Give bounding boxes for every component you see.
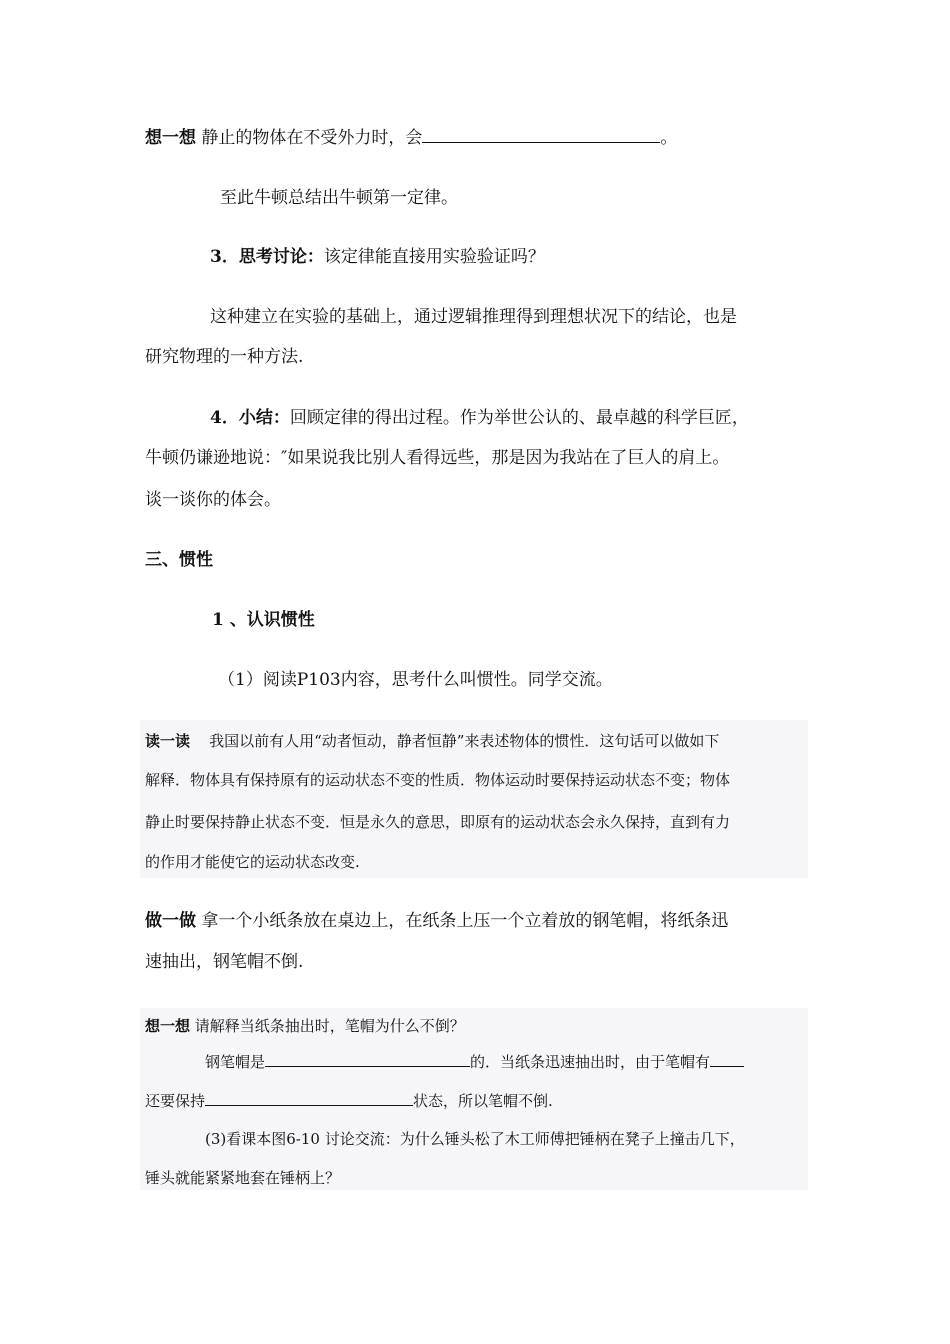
task3-line2: 锤头就能紧紧地套在锤柄上？: [145, 1169, 341, 1187]
section-heading-inertia: 三、惯性: [145, 550, 213, 570]
conclusion-line1: 4．小结：回顾定律的得出过程。作为举世公认的、最卓越的科学巨匠，: [210, 408, 749, 428]
subheading-know-inertia: 1 、认识惯性: [212, 610, 315, 630]
method-paragraph-line2: 研究物理的一种方法.: [145, 347, 304, 367]
answer-blank: [205, 1089, 413, 1106]
conclusion-line3: 谈一谈你的体会。: [145, 490, 281, 510]
conclusion-label: 4．小结：: [210, 408, 290, 428]
reading-task: （1）阅读P103内容，思考什么叫惯性。同学交流。: [218, 670, 613, 690]
reading-line3: 静止时要保持静止状态不变．恒是永久的意思，即原有的运动状态会永久保持，直到有力: [145, 813, 731, 831]
think-label-2: 想一想: [145, 1017, 191, 1035]
reading-line4: 的作用才能使它的运动状态改变.: [145, 853, 360, 871]
discussion-question: 3．思考讨论：该定律能直接用实验验证吗？: [210, 247, 545, 267]
doit-label: 做一做: [145, 911, 196, 931]
think-question-2: 想一想 请解释当纸条抽出时，笔帽为什么不倒？: [145, 1017, 465, 1035]
reading-label: 读一读: [145, 732, 191, 750]
answer-blank: [422, 126, 660, 143]
fill-line1: 钢笔帽是 的．当纸条迅速抽出时，由于笔帽有: [205, 1050, 870, 1074]
think-label: 想一想: [145, 128, 196, 148]
think-text: 静止的物体在不受外力时，会: [201, 128, 423, 148]
reading-line2: 解释．物体具有保持原有的运动状态不变的性质．物体运动时要保持运动状态不变；物体: [145, 771, 731, 789]
reading-line1: 读一读 我国以前有人用“动者恒动，静者恒静”来表述物体的惯性．这句话可以做如下: [145, 732, 720, 750]
task3-line1: (3)看课本图6-10 讨论交流：为什么锤头松了木工师傅把锤柄在凳子上撞击几下，: [205, 1130, 745, 1148]
newton-summary: 至此牛顿总结出牛顿第一定律。: [220, 188, 458, 208]
doit-line1: 做一做 拿一个小纸条放在桌边上，在纸条上压一个立着放的钢笔帽，将纸条迅: [145, 911, 729, 931]
discussion-label: 3．思考讨论：: [210, 247, 324, 267]
answer-blank: [265, 1050, 470, 1067]
conclusion-line2: 牛顿仍谦逊地说：″如果说我比别人看得远些，那是因为我站在了巨人的肩上。: [145, 448, 730, 468]
answer-blank: [710, 1050, 744, 1067]
method-paragraph-line1: 这种建立在实验的基础上，通过逻辑推理得到理想状况下的结论，也是: [210, 307, 737, 327]
doit-line2: 速抽出，钢笔帽不倒.: [145, 952, 304, 972]
think-question-1: 想一想 静止的物体在不受外力时，会 。: [145, 128, 678, 148]
fill-line2: 还要保持 状态，所以笔帽不倒.: [145, 1089, 810, 1113]
